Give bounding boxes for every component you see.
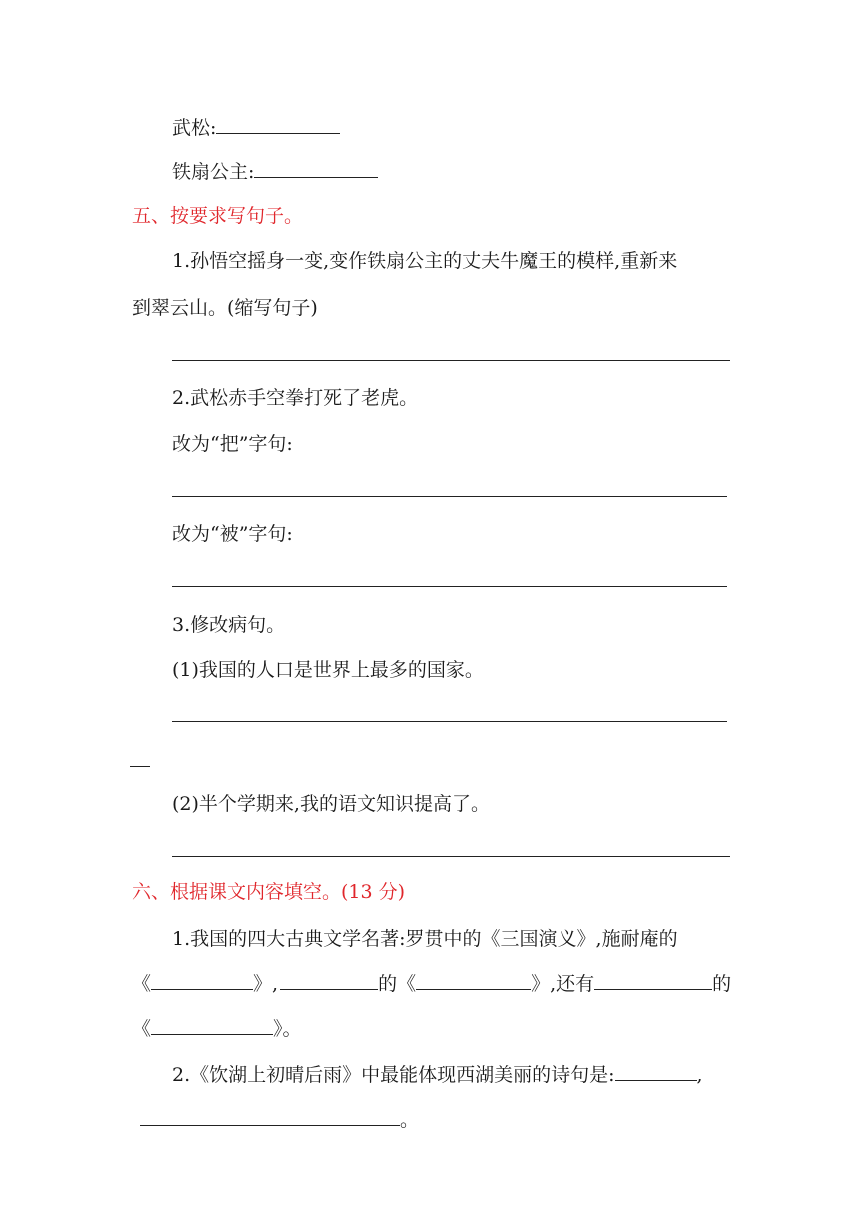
s5-q1-line2: 到翠云山。(缩写句子) [132,297,318,319]
s6-q2-poem-blank-1[interactable] [615,1063,697,1081]
s6-q1-line2 [132,972,731,996]
s6-q2-line1 [172,1063,703,1087]
s5-q3-item2-answer-line[interactable] [172,856,730,857]
s6-q1-book-blank-2[interactable] [416,972,531,990]
s6-q1-open-quote-3: 《 [132,1018,152,1040]
s6-q1-book-blank-1[interactable] [151,972,253,990]
s6-q1-line1: 1.我国的四大古典文学名著:罗贯中的《三国演义》,施耐庵的 [172,928,678,950]
s5-q2-stem: 2.武松赤手空拳打死了老虎。 [172,387,419,409]
s6-q2-period: 。 [400,1109,420,1131]
s6-q1-author-blank-1[interactable] [280,972,378,990]
s6-q1-author-blank-2[interactable] [594,972,712,990]
s6-q2-line2 [140,1108,419,1132]
tieshan-prompt [172,160,378,184]
s6-q1-open-quote-1: 《 [132,973,152,995]
s5-q3-item1-answer-line[interactable] [172,721,727,722]
wusong-prompt [172,116,340,140]
s5-q2-bei-answer-line[interactable] [172,586,727,587]
s5-q3-item1-answer-line-continuation[interactable] [130,766,150,767]
s6-q1-close-quote-1: 》, [253,973,279,995]
section6-heading: 六、根据课文内容填空。(13 分) [132,881,406,903]
s5-q1-answer-line[interactable] [172,360,730,361]
s6-q1-text-de-2: 的 [712,973,732,995]
s5-q3-item2: (2)半个学期来,我的语文知识提高了。 [172,793,490,815]
tieshan-label: 铁扇公主: [172,161,255,183]
tieshan-answer-blank[interactable] [254,160,378,178]
s5-q2-bei-label: 改为“被”字句: [172,523,293,545]
s6-q2-poem-blank-2[interactable] [140,1108,400,1126]
s6-q1-book-blank-3[interactable] [151,1017,273,1035]
s6-q1-close-quote-3: 》。 [273,1018,302,1040]
s5-q3-item1: (1)我国的人口是世界上最多的国家。 [172,659,484,681]
s5-q2-ba-label: 改为“把”字句: [172,433,293,455]
s6-q1-text-de: 的《 [378,973,417,995]
s6-q2-stem: 2.《饮湖上初晴后雨》中最能体现西湖美丽的诗句是: [172,1064,615,1086]
section5-heading: 五、按要求写句子。 [132,205,304,227]
wusong-answer-blank[interactable] [216,116,340,134]
s5-q2-ba-answer-line[interactable] [172,496,727,497]
wusong-label: 武松: [172,117,217,139]
s6-q1-line3 [132,1017,302,1041]
s5-q1-line1: 1.孙悟空摇身一变,变作铁扇公主的丈夫牛魔王的模样,重新来 [172,250,678,272]
s5-q3-stem: 3.修改病句。 [172,614,286,636]
s6-q2-comma: , [696,1064,703,1086]
s6-q1-text-haiyou: 》,还有 [531,973,595,995]
